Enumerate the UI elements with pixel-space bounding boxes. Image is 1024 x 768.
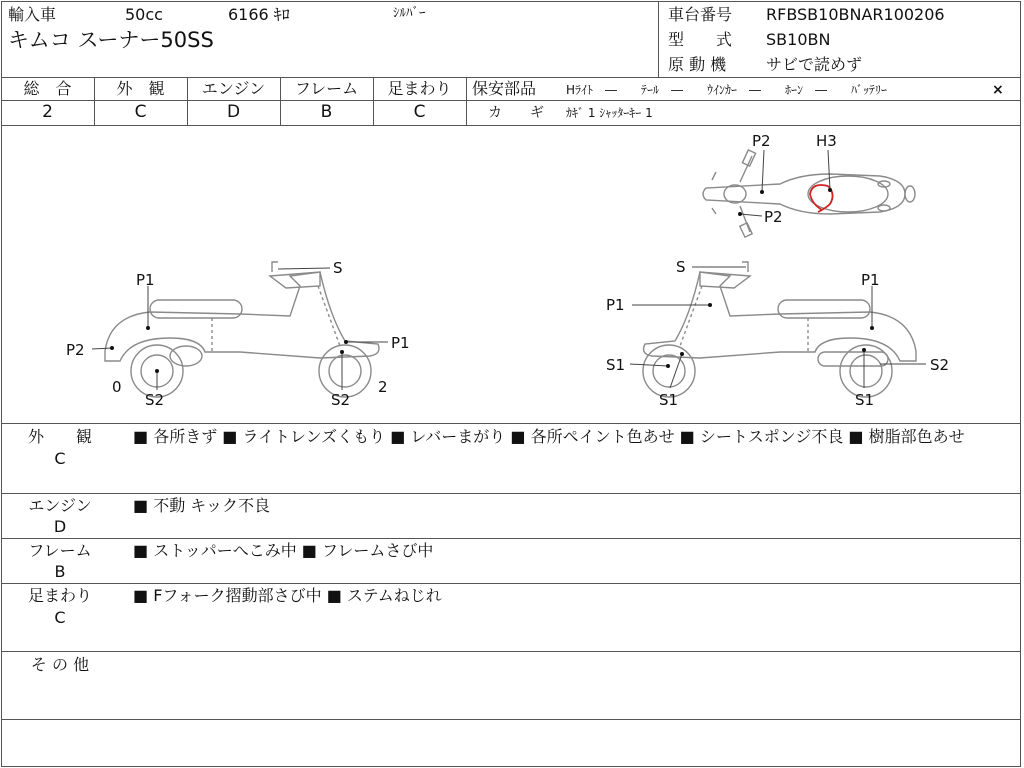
safety-row-divider (466, 100, 1021, 101)
detail-rule (1, 538, 1021, 539)
displacement: 50cc (125, 5, 163, 24)
detail-rule (1, 651, 1021, 652)
label-left-p1a: P1 (136, 271, 155, 289)
detail-frame-text: ■ ストッパーへこみ中 ■ フレームさび中 (133, 541, 434, 560)
detail-frame-grade: B (54, 562, 66, 581)
grade-header-exterior: 外 観 (116, 79, 165, 98)
chassis-number: RFBSB10BNAR100206 (766, 5, 945, 24)
detail-rule (1, 719, 1021, 720)
detail-suspension-label: 足まわり (27, 586, 92, 605)
engine-number-value: サビで読めず (766, 55, 863, 74)
label-left-p2: P2 (66, 341, 85, 359)
header-divider (658, 1, 659, 77)
damage-diagram (0, 126, 1024, 424)
detail-exterior-grade: C (54, 449, 66, 468)
model-code: SB10BN (766, 30, 831, 49)
detail-exterior-text: ■ 各所きず ■ ライトレンズくもり ■ レバーまがり ■ 各所ペイント色あせ ■ シートスポンジ不良 ■ 樹脂部色あせ (133, 427, 965, 446)
grade-value-suspension: C (413, 102, 426, 122)
label-right-s2: S2 (930, 356, 950, 374)
label-right-s1b: S1 (659, 391, 679, 409)
label-top-p2b: P2 (764, 208, 783, 226)
key-value: ｶｷﾞ 1 ｼｬｯﾀｰｷｰ 1 (566, 106, 653, 120)
detail-exterior-label: 外 観 (27, 427, 92, 446)
label-right-s: S (676, 258, 686, 276)
label-left-p1b: P1 (391, 334, 410, 352)
label-top-h3: H3 (816, 132, 837, 150)
import-type: 輸入車 (8, 5, 57, 24)
grade-value-frame: B (320, 102, 333, 122)
diagram-bottom-rule (1, 423, 1021, 424)
chassis-label: 車台番号 (668, 5, 733, 24)
detail-frame-label: フレーム (28, 541, 92, 560)
engine-number-label: 原 動 機 (668, 55, 727, 74)
label-left-two: 2 (378, 378, 388, 396)
detail-engine-label: エンジン (28, 496, 92, 515)
detail-engine-text: ■ 不動 キック不良 (133, 496, 270, 515)
label-left-s: S (333, 259, 343, 277)
grade-value-overall: 2 (42, 102, 53, 122)
grade-value-engine: D (226, 102, 241, 122)
grade-value-exterior: C (134, 102, 147, 122)
detail-other-label: そ の 他 (30, 655, 90, 674)
label-right-s1a: S1 (606, 356, 626, 374)
model-name: キムコ スーナー50SS (8, 28, 214, 52)
grade-row-divider (1, 100, 467, 101)
grade-header-engine: エンジン (201, 79, 266, 98)
label-left-s2b: S2 (331, 391, 351, 409)
label-left-s2a: S2 (145, 391, 165, 409)
detail-suspension-text: ■ Fフォーク摺動部さび中 ■ ステムねじれ (133, 586, 442, 605)
safety-title: 保安部品 (472, 79, 537, 98)
label-left-zero: 0 (112, 378, 122, 396)
grade-col-divider (466, 77, 467, 126)
detail-suspension-grade: C (54, 608, 66, 627)
label-right-p1a: P1 (606, 296, 625, 314)
battery-mark: × (992, 82, 1004, 98)
detail-rule (1, 583, 1021, 584)
grade-header-frame: フレーム (294, 79, 359, 98)
detail-rule (1, 493, 1021, 494)
key-label: カ ギ (488, 105, 544, 121)
detail-engine-grade: D (53, 517, 67, 536)
model-label: 型 式 (668, 30, 733, 49)
mileage: 6166 ｷﾛ (228, 5, 290, 24)
label-right-s1c: S1 (855, 391, 875, 409)
safety-items: Hﾗｲﾄ ― ﾃｰﾙ ― ｳｲﾝｶｰ ― ﾎｰﾝ ― ﾊﾞｯﾃﾘｰ (566, 83, 888, 97)
label-top-p2: P2 (752, 132, 771, 150)
header-rule (1, 77, 1021, 78)
scooter-top-view (703, 150, 915, 237)
label-right-p1b: P1 (861, 271, 880, 289)
grade-header-overall: 総 合 (23, 79, 72, 98)
body-color: ｼﾙﾊﾞｰ (393, 6, 426, 21)
grade-header-suspension: 足まわり (387, 79, 452, 98)
